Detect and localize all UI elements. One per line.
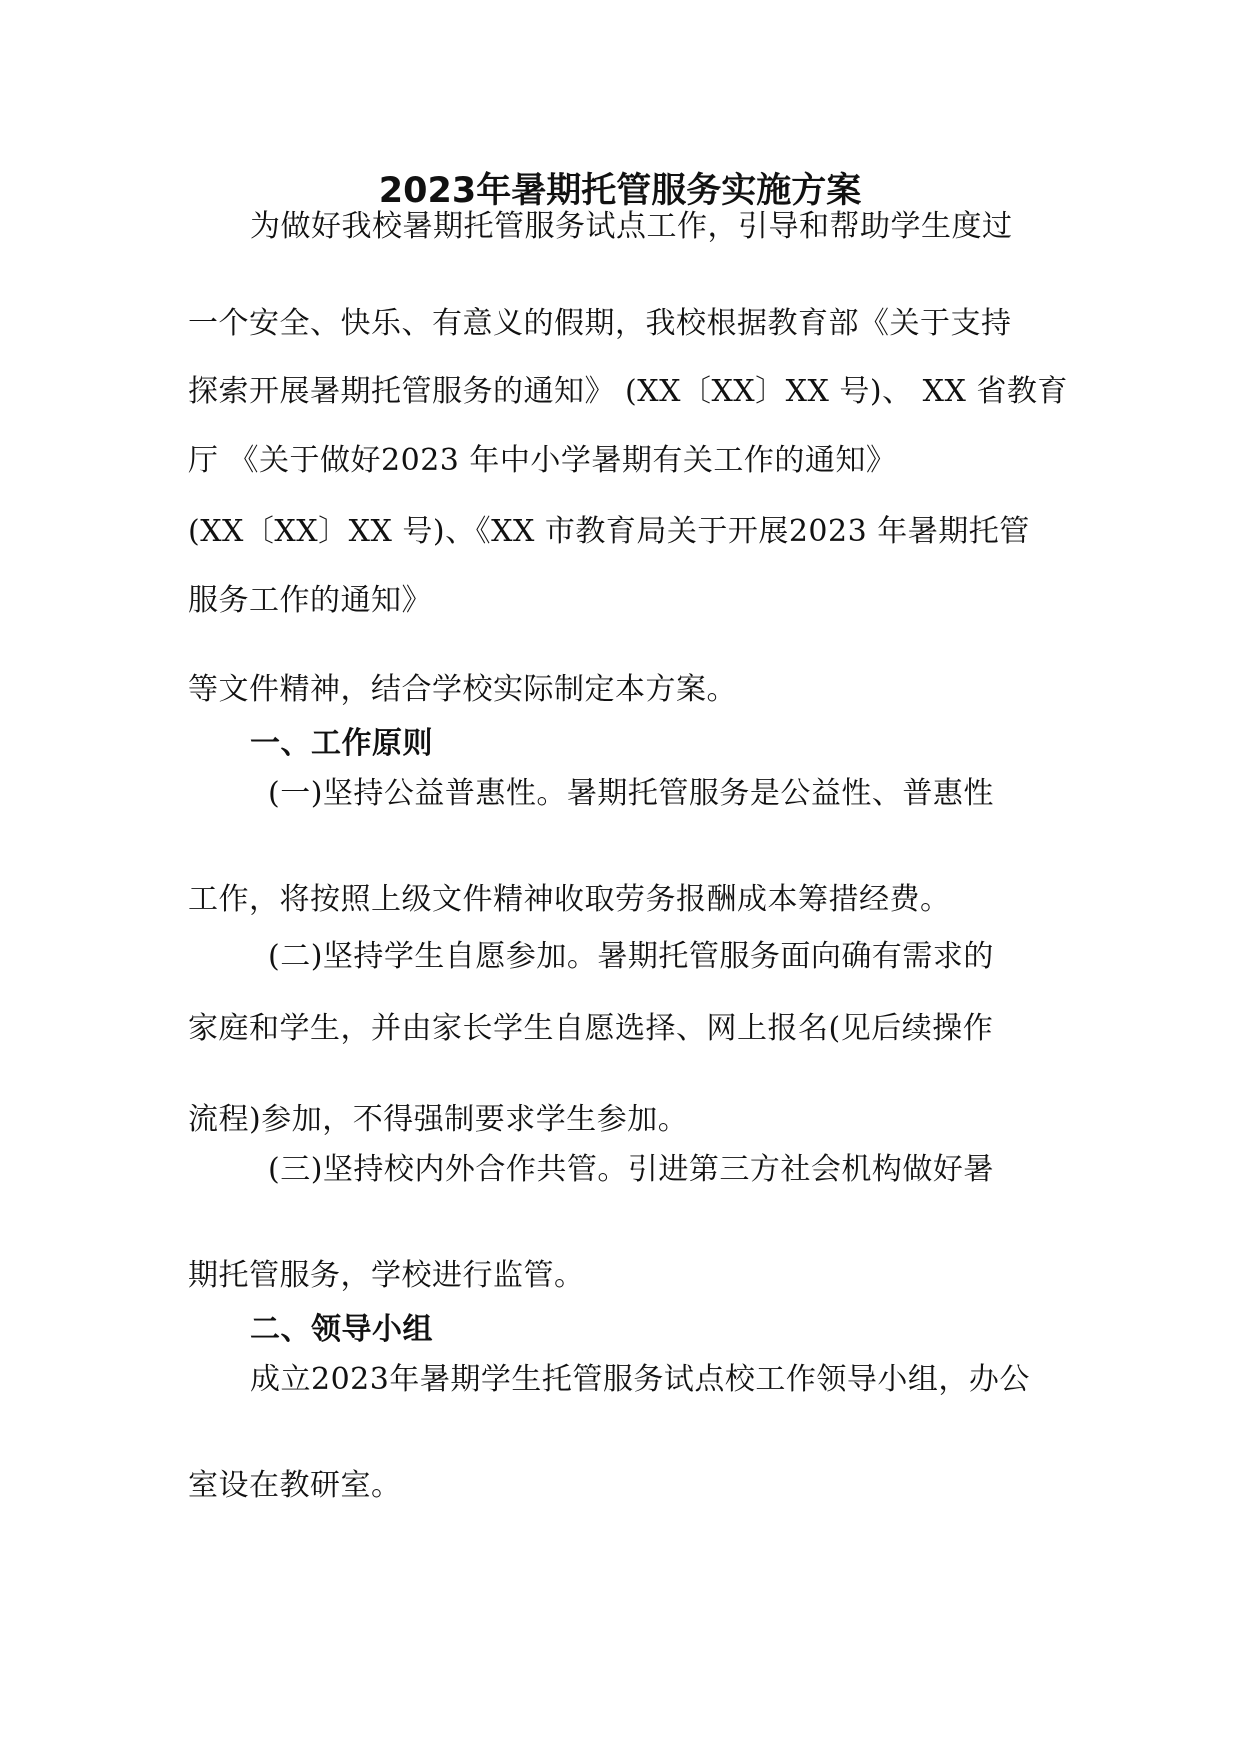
section-1-item-3-line-2: 期托管服务，学校进行监管。	[188, 1258, 585, 1293]
section-1-item-2-line-2: 家庭和学生，并由家长学生自愿选择、网上报名(见后续操作	[188, 1011, 994, 1046]
section-1-item-1-line-1: (一)坚持公益普惠性。暑期托管服务是公益性、普惠性	[268, 776, 994, 811]
intro-line-1: 为做好我校暑期托管服务试点工作，引导和帮助学生度过	[250, 209, 1013, 244]
document-title: 2023年暑期托管服务实施方案	[378, 171, 862, 211]
intro-line-5: (XX〔XX〕XX 号)、《XX 市教育局关于开展2023 年暑期托管	[188, 514, 1030, 549]
section-1-item-2-line-1: (二)坚持学生自愿参加。暑期托管服务面向确有需求的	[268, 939, 994, 974]
section-1-item-3-line-1: (三)坚持校内外合作共管。引进第三方社会机构做好暑	[268, 1152, 994, 1187]
section-2-heading: 二、领导小组	[250, 1312, 433, 1347]
intro-line-2: 一个安全、快乐、有意义的假期，我校根据教育部《关于支持	[188, 306, 1012, 341]
section-1-item-2-line-3: 流程)参加，不得强制要求学生参加。	[188, 1102, 689, 1137]
section-1-item-1-line-2: 工作，将按照上级文件精神收取劳务报酬成本筹措经费。	[188, 882, 951, 917]
intro-line-4: 厅 《关于做好2023 年中小学暑期有关工作的通知》	[188, 443, 897, 478]
intro-line-6: 服务工作的通知》	[188, 583, 432, 618]
intro-line-3: 探索开展暑期托管服务的通知》 (XX〔XX〕XX 号)、 XX 省教育	[188, 374, 1068, 409]
intro-line-7: 等文件精神，结合学校实际制定本方案。	[188, 672, 737, 707]
section-1-heading: 一、工作原则	[250, 726, 433, 761]
section-2-para-line-1: 成立2023年暑期学生托管服务试点校工作领导小组，办公	[250, 1362, 1030, 1397]
section-2-para-line-2: 室设在教研室。	[188, 1468, 402, 1503]
